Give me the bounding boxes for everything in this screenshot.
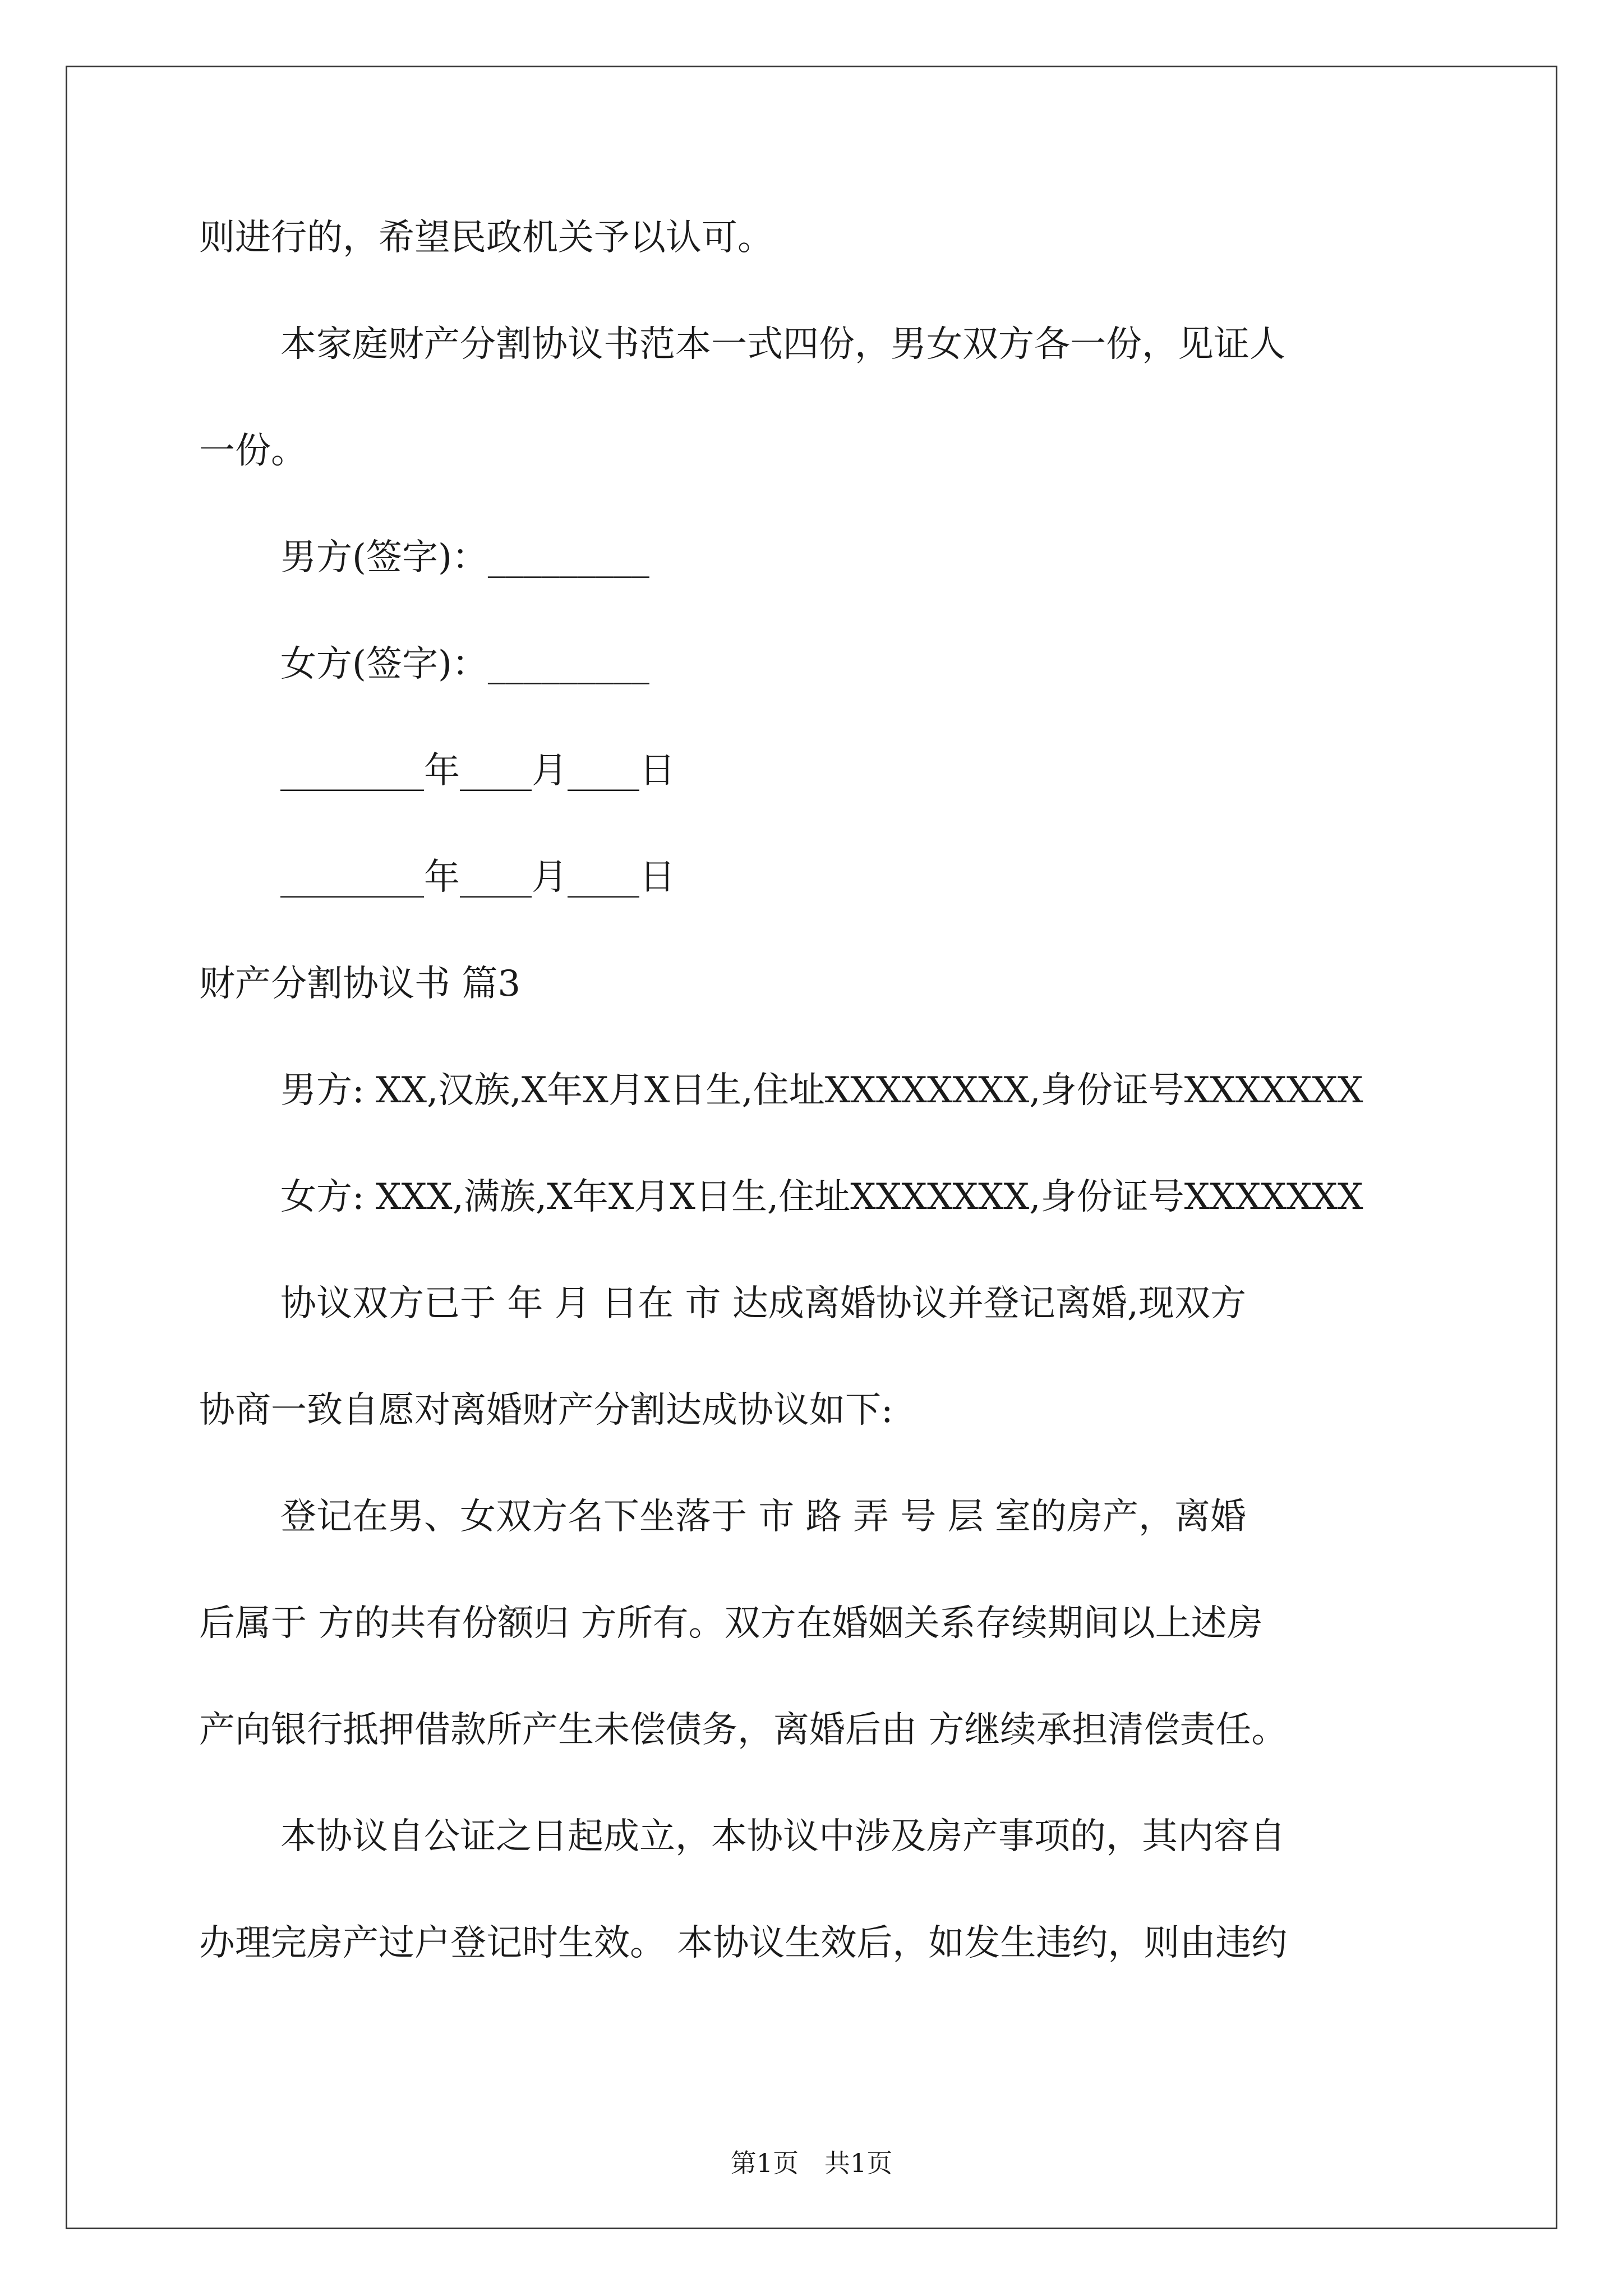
page-border — [66, 66, 1557, 2229]
paragraph-line: 办理完房产过户登记时生效。 本协议生效后，如发生违约，则由违约 — [199, 1922, 1288, 1964]
paragraph-line: 产向银行抵押借款所产生未偿债务，离婚后由 方继续承担清偿责任。 — [199, 1709, 1288, 1751]
date-line: ________年____月____日 — [280, 750, 675, 792]
paragraph-line: 则进行的，希望民政机关予以认可。 — [199, 217, 773, 259]
section-heading: 财产分割协议书 篇3 — [199, 963, 521, 1005]
paragraph-line: 协商一致自愿对离婚财产分割达成协议如下: — [199, 1389, 893, 1431]
male-signature-line: 男方(签字)：_________ — [280, 537, 649, 578]
paragraph-line: 本家庭财产分割协议书范本一式四份，男女双方各一份，见证人 — [280, 324, 1285, 365]
date-line: ________年____月____日 — [280, 857, 675, 898]
page-number-footer: 第1页 共1页 — [730, 2148, 893, 2178]
paragraph-line: 一份。 — [199, 430, 307, 472]
paragraph-line: 本协议自公证之日起成立，本协议中涉及房产事项的，其内容自 — [280, 1816, 1285, 1857]
male-party-info: 男方: XX,汉族,X年X月X日生,住址XXXXXXXX,身份证号XXXXXXX — [280, 1070, 1363, 1111]
paragraph-line: 协议双方已于 年 月 日在 市 达成离婚协议并登记离婚,现双方 — [280, 1283, 1247, 1324]
female-signature-line: 女方(签字)：_________ — [280, 643, 649, 685]
female-party-info: 女方: XXX,满族,X年X月X日生,住址XXXXXXX,身份证号XXXXXXX — [280, 1176, 1363, 1218]
paragraph-line: 登记在男、女双方名下坐落于 市 路 弄 号 层 室的房产，离婚 — [280, 1496, 1247, 1538]
paragraph-line: 后属于 方的共有份额归 方所有。双方在婚姻关系存续期间以上述房 — [199, 1603, 1263, 1644]
